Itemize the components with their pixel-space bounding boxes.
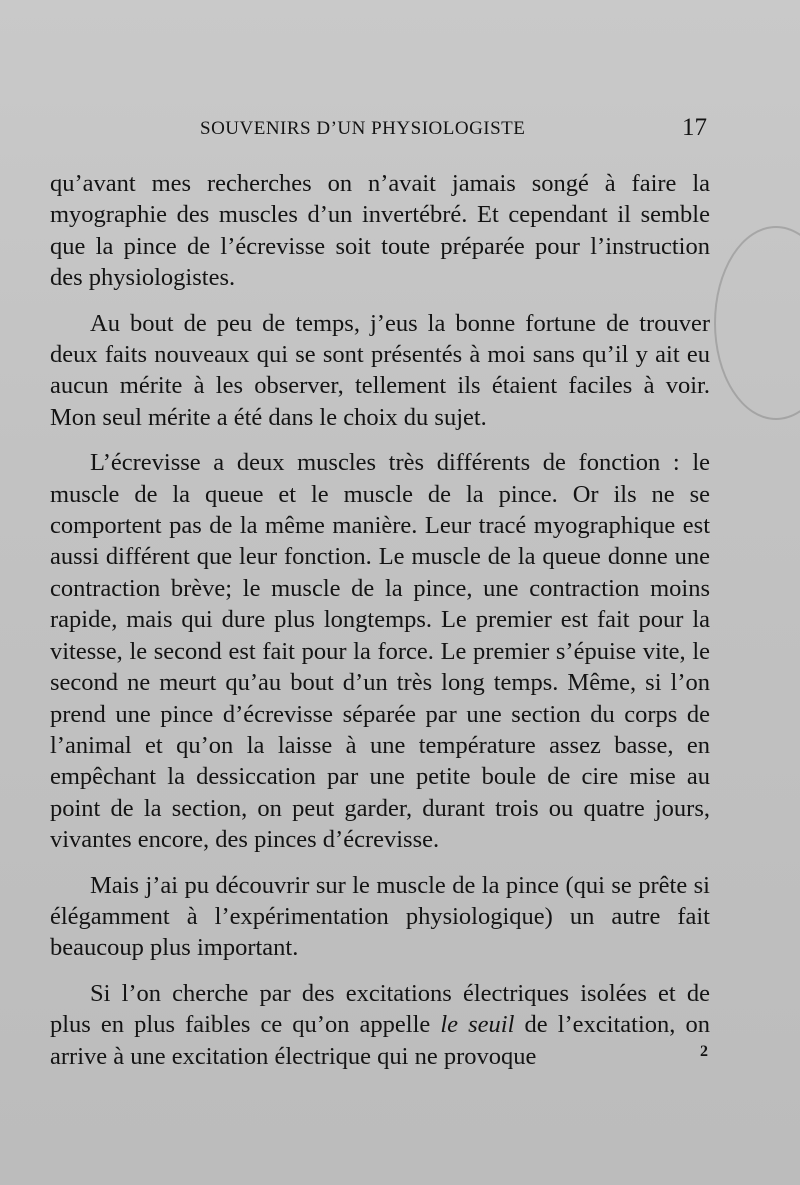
signature-mark: 2 [700, 1043, 708, 1060]
paragraph-5: Si l’on cherche par des excitations électriques isolées et de plus en plus faibles ce qu’on appelle le seuil de l’excitation, on arrive à une excitation électrique qui ne provoque [50, 979, 710, 1070]
page-header [0, 116, 800, 146]
running-title: SOUVENIRS D’UN PHYSIOLOGISTE [200, 118, 526, 139]
library-stamp [714, 226, 800, 420]
paragraph-2: Au bout de peu de temps, j’eus la bonne fortune de trouver deux faits nouveaux qui se sont présentés à moi sans qu’il y ait eu aucun mérite à les observer, tellement ils étaient faciles à voir. Mon seul mérite a été dans le choix du sujet. [50, 309, 710, 431]
paragraph-3: L’écrevisse a deux muscles très différents de fonction : le muscle de la queue et le muscle de la pince. Or ils ne se comportent pas de la même manière. Leur tracé myographique est aussi différent que leur fonction. Le muscle de la queue donne une contraction brève; le muscle de la pince, une contraction moins rapide, mais qui dure plus longtemps. Le premier est fait pour la vitesse, le second est fait pour la force. Le premier s’épuise vite, le second ne meurt qu’au bout d’un très long temps. Même, si l’on prend une pince d’écrevisse séparée par une section du corps de l’animal et qu’on la laisse à une température assez basse, en empêchant la dessiccation par une petite boule de cire mise au point de la section, on peut garder, durant trois ou quatre jours, vivantes encore, des pinces d’écrevisse. [50, 449, 710, 854]
page-number: 17 [682, 114, 707, 141]
paragraph-1: qu’avant mes recherches on n’avait jamais songé à faire la myographie des muscles d’un invertébré. Et cependant il semble que la pince de l’écrevisse soit toute préparée pour l’instruction des physiologistes. [50, 170, 710, 292]
paragraph-4: Mais j’ai pu découvrir sur le muscle de la pince (qui se prête si élégamment à l’expérimentation physiologique) un autre fait beaucoup plus important. [50, 871, 710, 962]
italic-term: le seuil [440, 1011, 515, 1039]
body-text [50, 168, 710, 1086]
